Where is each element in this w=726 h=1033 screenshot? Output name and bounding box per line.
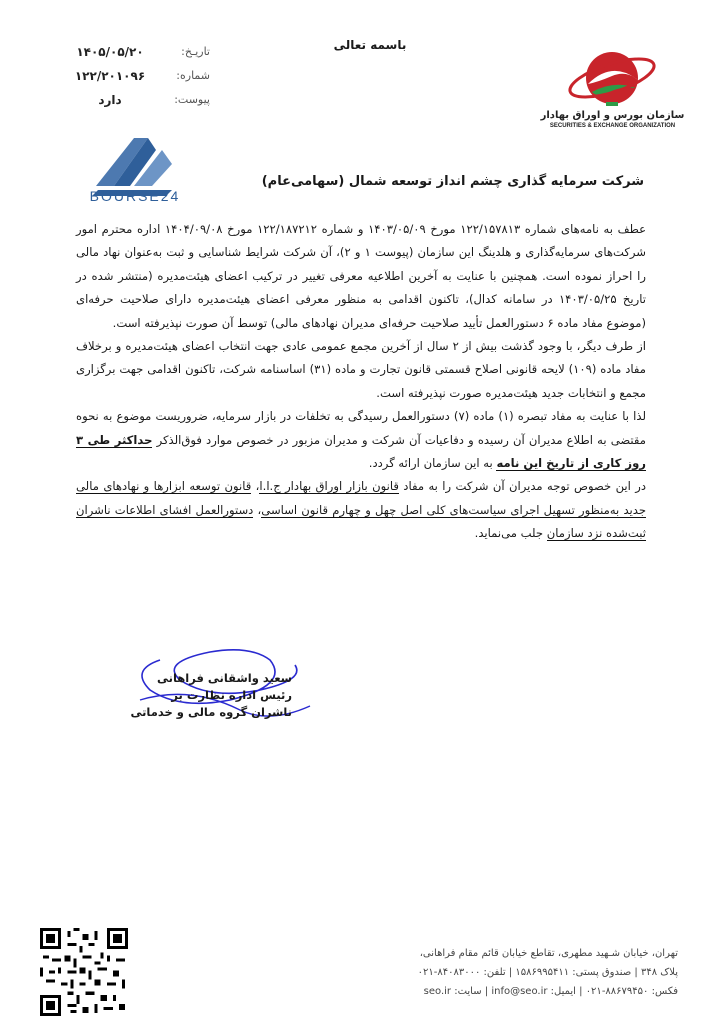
date-value: ۱۴۰۵/۰۵/۲۰: [76, 45, 144, 59]
paragraph-4-text: در این خصوص توجه مدیران آن شرکت را به مفاد: [398, 479, 646, 494]
law-reference-3: دستورالعمل افشای اطلاعات ناشران ثبت‌شده نزد سازمان: [76, 502, 646, 541]
basmala-heading: باسمه تعالی: [333, 38, 407, 52]
footer-fax-line: فکس: ۸۸۶۷۹۴۵۰-۰۲۱ | ایمیل: info@seo.ir | سایت: seo.ir: [423, 986, 678, 997]
paragraph-2: از طرف دیگر، با وجود گذشت بیش از ۲ سال از آخرین مجمع عمومی عادی جهت انتخاب اعضای هیئت‌مدیره و برخلاف مفاد ماده (۱۰۹) لایحه قانونی اصلاح قسمتی قانون تجارت و ماده (۳۱) اساسنامه شرکت، تاکنون اقدامی جهت برگزاری مجمع و انتخابات جدید هیئت‌مدیره صورت نپذیرفته است.: [76, 339, 646, 400]
paragraph-1: عطف به نامه‌های شماره ۱۲۲/۱۵۷۸۱۳ مورخ ۱۴۰۳/۰۵/۰۹ و شماره ۱۲۲/۱۸۷۲۱۲ مورخ ۱۴۰۴/۰۹/۰۸ اداره محترم امور شرکت‌های سرمایه‌گذاری و هلدینگ این سازمان (پیوست ۱ و ۲)، آن شرکت شرایط شناسایی و ثبت به‌عنوان نهاد مالی را احراز نموده است. همچنین با عنایت به آخرین اطلاعیه معرفی تغییر در ترکیب اعضای هیئت‌مدیره (منتشر شده در تاریخ ۱۴۰۳/۰۵/۲۵ در سامانه کدال)، تاکنون اقدامی به منظور معرفی اعضای هیئت‌مدیره دارای صلاحیت حرفه‌ای (موضوع مفاد ماده ۶ دستورالعمل تأیید صلاحیت حرفه‌ای مدیران نهادهای مالی) توسط آن صورت نپذیرفته است.: [76, 222, 647, 330]
number-value: ۱۲۲/۲۰۱۰۹۶: [74, 69, 146, 83]
footer-address: تهران، خیابان شـهید مطهری، تقاطع خیابان قائم مقام فراهانی،: [419, 948, 678, 959]
attachment-value: دارد: [98, 93, 122, 107]
number-label: شماره:: [176, 69, 210, 82]
law-reference-2: قانون توسعه ابزارها و نهادهای مالی جدید به‌منظور تسهیل اجرای سیاست‌های کلی اصل چهل و چهارم قانون اساسی: [76, 479, 647, 517]
signer-title-2: ناشران گروه مالی و خدماتی: [130, 705, 292, 719]
footer-phone-line: پلاک ۳۴۸ | صندوق پستی: ۱۵۸۶۹۹۵۴۱۱ | تلفن: ۸۴۰۸۳۰۰۰-۰۲۱: [417, 967, 678, 978]
signature-block: [120, 670, 292, 721]
date-label: تاریـخ:: [181, 45, 210, 58]
number-row: [60, 69, 210, 89]
law-reference-1: قانون بازار اوراق بهادار ج.ا.ا: [259, 479, 399, 494]
deadline-emphasis: حداکثر طی ۳ روز کاری از تاریخ این نامه: [76, 432, 646, 471]
seo-name-fa: سازمان بورس و اوراق بهادار: [540, 110, 685, 121]
attachment-row: [60, 93, 210, 113]
date-row: [60, 45, 210, 65]
bourse24-wordmark: BOURSE24: [89, 188, 181, 204]
paragraph-4-sep1: ،: [251, 479, 260, 494]
attachment-label: پیوست:: [174, 93, 210, 106]
paragraph-3-text: لذا با عنایت به مفاد تبصره (۱) ماده (۷) دستورالعمل رسیدگی به تخلفات در بازار سرمایه، ضروریست موضوع به نحوه مقتضی به اطلاع مدیران آن رسیده و دفاعیات آن شرکت و مدیران مزبور در خصوص موارد فوق‌الذکر: [76, 409, 647, 447]
qr-code-icon: [40, 928, 128, 1016]
paragraph-4-sep2: ،: [253, 502, 262, 517]
paragraph-4-end: جلب می‌نماید.: [474, 526, 547, 541]
seo-name-en: SECURITIES & EXCHANGE ORGANIZATION: [549, 123, 676, 129]
paragraph-3: [76, 405, 646, 475]
signer-title-1: رئیس اداره نظارت بر: [171, 688, 292, 702]
paragraph-4: [76, 475, 646, 545]
paragraph-3-end: به این سازمان ارائه گردد.: [368, 456, 497, 471]
signer-name: سعید واشقانی فراهانی: [157, 671, 292, 685]
footer-contact: [378, 944, 678, 1001]
recipient-company: شرکت سرمایه گذاری چشم انداز توسعه شمال (سهامی‌عام): [261, 174, 644, 189]
letter-body: [76, 218, 646, 546]
